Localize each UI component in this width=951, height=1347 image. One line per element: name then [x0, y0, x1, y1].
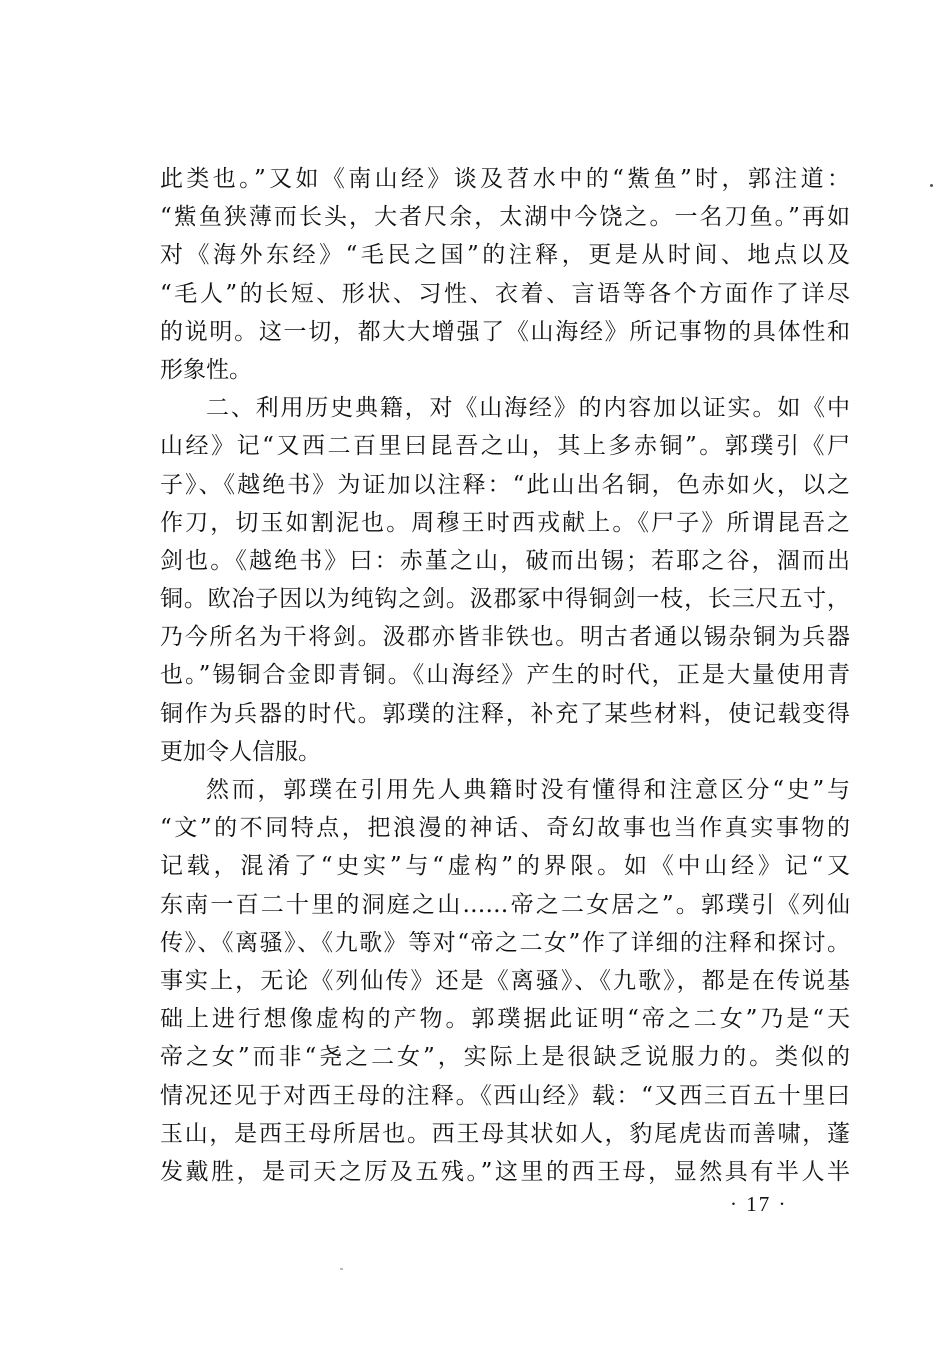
text-line: 山经》记“又西二百里曰昆吾之山，其上多赤铜”。郭璞引《尸: [160, 433, 850, 460]
text-line: 事实上，无论《列仙传》还是《离骚》、《九歌》，都是在传说基: [160, 967, 850, 994]
text-line: 更加令人信服。: [160, 738, 321, 765]
margin-mark: [930, 184, 933, 187]
scan-speck: [340, 1268, 343, 1270]
text-line: 作刀，切玉如割泥也。周穆王时西戎献上。《尸子》所谓昆吾之: [160, 509, 850, 536]
text-line: 玉山，是西王母所居也。西王母其状如人，豹尾虎齿而善啸，蓬: [160, 1120, 850, 1147]
text-line: 发戴胜，是司天之厉及五残。”这里的西王母，显然具有半人半: [160, 1158, 850, 1185]
text-line: 对《海外东经》“毛民之国”的注释，更是从时间、地点以及: [160, 242, 850, 269]
text-line: 也。”锡铜合金即青铜。《山海经》产生的时代，正是大量使用青: [160, 662, 850, 689]
text-line: 记载，混淆了“史实”与“虚构”的界限。如《中山经》记“又: [160, 853, 850, 880]
paragraph-1: [160, 160, 850, 389]
text-line: 子》、《越绝书》为证加以注释：“此山出名铜，色赤如火，以之: [160, 471, 850, 498]
text-line: “鮆鱼狭薄而长头，大者尺余，太湖中今饶之。一名刀鱼。”再如: [160, 204, 850, 231]
text-line: 二、利用历史典籍，对《山海经》的内容加以证实。如《中: [206, 395, 850, 422]
text-line: 铜作为兵器的时代。郭璞的注释，补充了某些材料，使记载变得: [160, 700, 850, 727]
text-line: 铜。欧冶子因以为纯钩之剑。汲郡冢中得铜剑一枝，长三尺五寸，: [160, 586, 850, 613]
text-line: 乃今所名为干将剑。汲郡亦皆非铁也。明古者通以锡杂铜为兵器: [160, 624, 850, 651]
text-line: “毛人”的长短、形状、习性、衣着、言语等各个方面作了详尽: [160, 280, 850, 307]
text-line: 形象性。: [160, 356, 252, 383]
text-line: “文”的不同特点，把浪漫的神话、奇幻故事也当作真实事物的: [160, 815, 850, 842]
text-line: 东南一百二十里的洞庭之山……帝之二女居之”。郭璞引《列仙: [160, 891, 850, 918]
text-line: 传》、《离骚》、《九歌》等对“帝之二女”作了详细的注释和探讨。: [160, 929, 850, 956]
page-number: · 17 ·: [730, 1192, 788, 1216]
text-line: 础上进行想像虚构的产物。郭璞据此证明“帝之二女”乃是“天: [160, 1006, 850, 1033]
text-line: 然而，郭璞在引用先人典籍时没有懂得和注意区分“史”与: [206, 777, 850, 803]
paragraph-2: [160, 389, 850, 771]
text-line: 的说明。这一切，都大大增强了《山海经》所记事物的具体性和: [160, 318, 850, 345]
text-line: 此类也。”又如《南山经》谈及苕水中的“鮆鱼”时，郭注道：: [160, 166, 850, 192]
text-line: 帝之女”而非“尧之二女”，实际上是很缺乏说服力的。类似的: [160, 1044, 850, 1071]
text-line: 剑也。《越绝书》曰：赤堇之山，破而出锡；若耶之谷，涸而出: [160, 547, 850, 574]
text-line: 情况还见于对西王母的注释。《西山经》载：“又西三百五十里曰: [160, 1082, 850, 1109]
body-text: [160, 160, 850, 1191]
paragraph-3: [160, 771, 850, 1191]
